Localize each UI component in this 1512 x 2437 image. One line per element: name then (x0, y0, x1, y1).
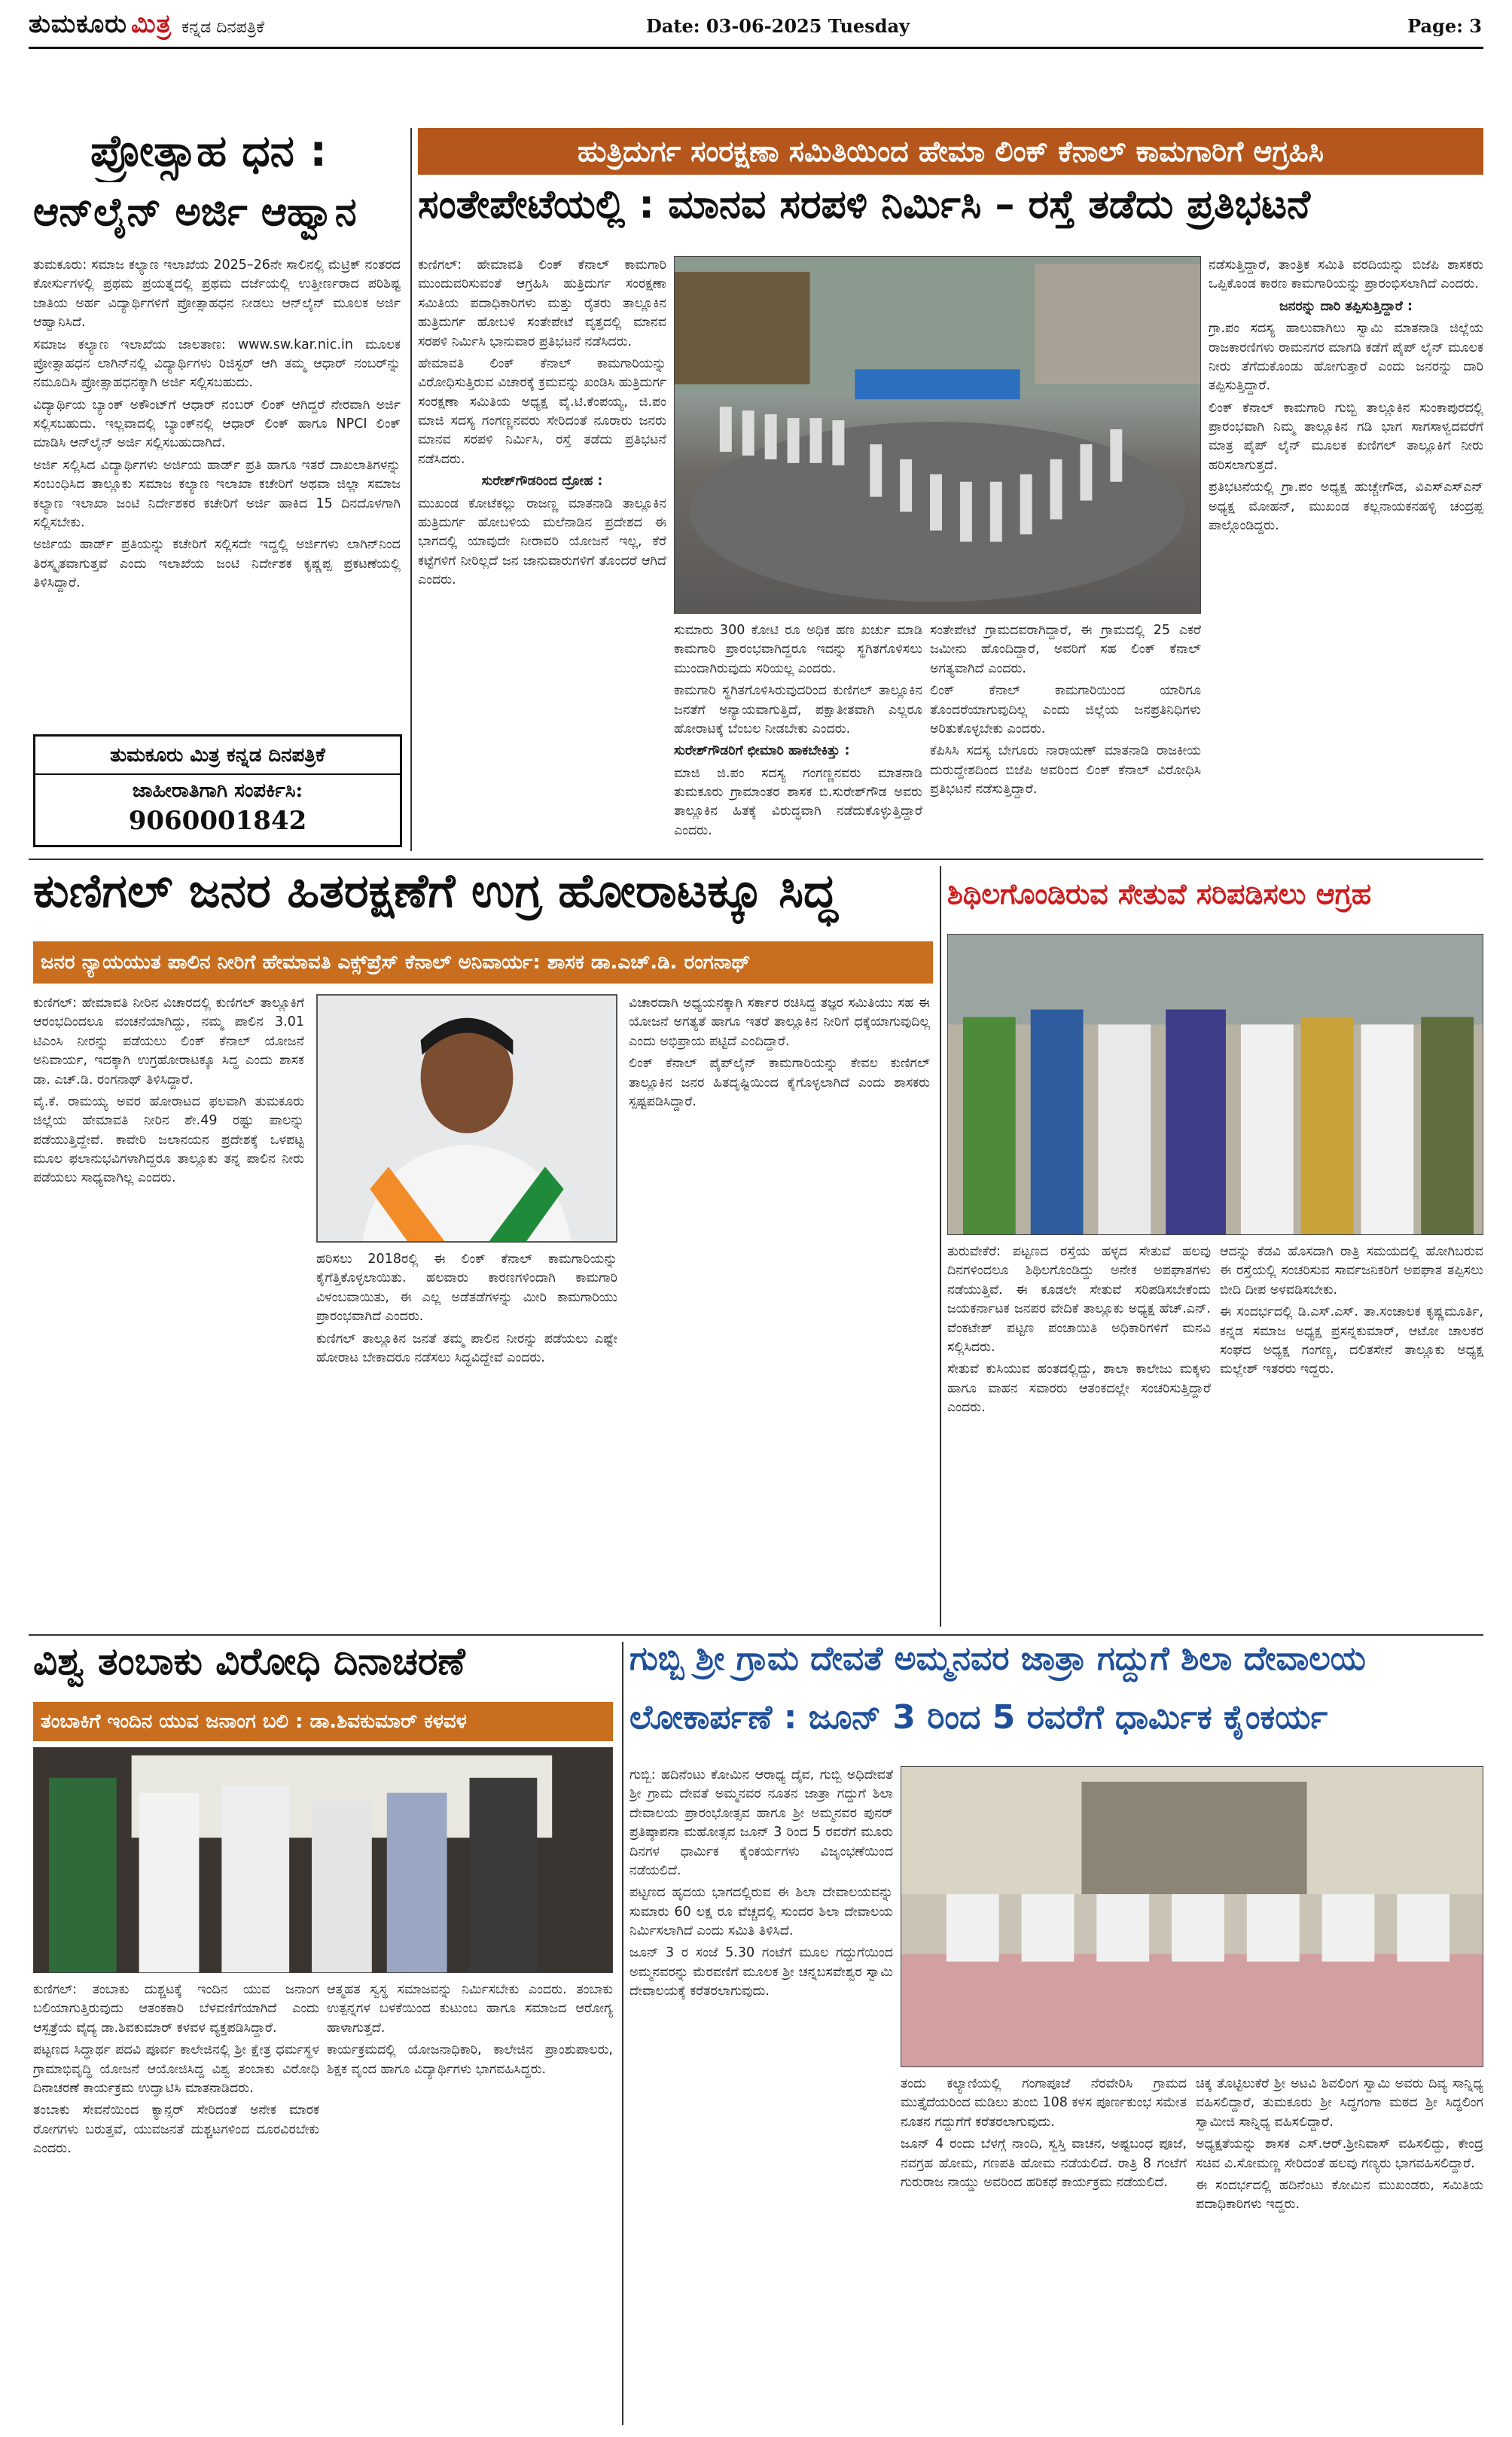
mla-portrait-art (318, 996, 616, 1241)
tobacco-col1-p1: ಕುಣಿಗಲ್: ತಂಬಾಕು ದುಶ್ಚಟಕ್ಕೆ ಇಂದಿನ ಯುವ ಜನಾಂಗ ಬಲಿಯಾಗುತ್ತಿರುವುದು ಆತಂಕಕಾರಿ ಬೆಳವಣಿಗೆಯಾಗಿದೆ ಎಂದು ಆಸ್ಪತ್ರೆಯ ವೈದ್ಯ ಡಾ.ಶಿವಕುಮಾರ್ ಕಳವಳ ವ್ಯಕ್ತಪಡಿಸಿದ್ದಾರೆ. (33, 1982, 319, 2036)
bridge-col1-p2: ಸೇತುವೆ ಕುಸಿಯುವ ಹಂತದಲ್ಲಿದ್ದು, ಶಾಲಾ ಕಾಲೇಜು ಮಕ್ಕಳು ಹಾಗೂ ವಾಹನ ಸವಾರರು ಆತಂಕದಲ್ಲೇ ಸಂಚರಿಸುತ್ತಿದ್ದಾರೆ ಎಂದರು. (947, 1362, 1211, 1415)
hemavathi-band: ಹುತ್ರಿದುರ್ಗ ಸಂರಕ್ಷಣಾ ಸಮಿತಿಯಿಂದ ಹೇಮಾ ಲಿಂಕ್ ಕೆನಾಲ್ ಕಾಮಗಾರಿಗೆ ಆಗ್ರಹಿಸಿ (418, 128, 1483, 175)
gubbi-press-meet-photo (901, 1766, 1483, 2067)
masthead-title-part1: ತುಮಕೂರು (29, 9, 127, 39)
tobacco-band: ತಂಬಾಕಿಗೆ ಇಂದಿನ ಯುವ ಜನಾಂಗ ಬಲಿ : ಡಾ.ಶಿವಕುಮಾರ್ ಕಳವಳ (33, 1702, 613, 1741)
incentive-para-2: ಸಮಾಜ ಕಲ್ಯಾಣ ಇಲಾಖೆಯ ಜಾಲತಾಣ: www.sw.kar.nic.in ಮೂಲಕ ಪ್ರೋತ್ಸಾಹಧನ ಲಾಗಿನ್‌ನಲ್ಲಿ ವಿದ್ಯಾರ್ಥಿಗಳು ರಿಜಿಸ್ಟರ್ ಆಗಿ ತಮ್ಮ ಆಧಾರ್ ನಂಬರ್‌ನ್ನು ನಮೂದಿಸಿ ಪ್ರೋತ್ಸಾಹಧನಕ್ಕಾಗಿ ಅರ್ಜಿ ಸಲ್ಲಿಸಬಹುದು. (33, 337, 401, 391)
bridge-col2-p2: ಈ ಸಂದರ್ಭದಲ್ಲಿ ಡಿ.ಎಸ್.ಎಸ್. ತಾ.ಸಂಚಾಲಕ ಕೃಷ್ಣಮೂರ್ತಿ, ಕನ್ನಡ ಸಮಾಜ ಅಧ್ಯಕ್ಷ ಪ್ರಸನ್ನಕುಮಾರ್, ಆಟೋ ಚಾಲಕರ ಸಂಘದ ಅಧ್ಯಕ್ಷ ಗಂಗಣ್ಣ, ದಲಿತಸೇನೆ ತಾಲ್ಲೂಕು ಅಧ್ಯಕ್ಷ ಮಲ್ಲೇಶ್ ಇತರರು ಇದ್ದರು. (1220, 1304, 1483, 1377)
gubbi-col2-p1: ತಂದು ಕಲ್ಯಾಣಿಯಲ್ಲಿ ಗಂಗಾಪೂಜೆ ನೆರವೇರಿಸಿ ಗ್ರಾಮದ ಮುತ್ತೈದೆಯರಿಂದ ಮಡಿಲು ತುಂಬಿ 108 ಕಳಸ ಪೂರ್ಣಕುಂಭ ಸಮೇತ ನೂತನ ಗದ್ದುಗೆಗೆ ಕರೆತರಲಾಗುವುದು. (901, 2076, 1187, 2130)
tobacco-event-photo (33, 1747, 613, 1973)
bottom-column-divider (622, 1642, 623, 2425)
kunigal-col-2 (316, 1250, 617, 1627)
hemavathi-col1-subhead: ಸುರೇಶ್‌ಗೌಡರಿಂದ ದ್ರೋಹ : (481, 474, 603, 490)
hemavathi-col-4 (1209, 256, 1483, 851)
tobacco-col2-p2: ಕಾರ್ಯಕ್ರಮದಲ್ಲಿ ಯೋಜನಾಧಿಕಾರಿ, ಕಾಲೇಜಿನ ಪ್ರಾಂಶುಪಾಲರು, ಶಿಕ್ಷಕ ವೃಂದ ಹಾಗೂ ವಿದ್ಯಾರ್ಥಿಗಳು ಭಾಗವಹಿಸಿದ್ದರು. (327, 2042, 613, 2077)
hemavathi-col4-subhead: ಜನರನ್ನು ದಾರಿ ತಪ್ಪಿಸುತ್ತಿದ್ದಾರೆ : (1279, 298, 1413, 314)
hemavathi-col1-p1: ಕುಣಿಗಲ್: ಹೇಮಾವತಿ ಲಿಂಕ್ ಕೆನಾಲ್ ಕಾಮಗಾರಿ ಮುಂದುವರಿಸುವಂತೆ ಆಗ್ರಹಿಸಿ ಹುತ್ರಿದುರ್ಗ ಸಂರಕ್ಷಣಾ ಸಮಿತಿಯ ಪದಾಧಿಕಾರಿಗಳು ಮತ್ತು ರೈತರು ತಾಲ್ಲೂಕಿನ ಹುತ್ರಿದುರ್ಗ ಹೋಬಳಿ ಸಂತೇಪೇಟೆ ವೃತ್ತದಲ್ಲಿ ಮಾನವ ಸರಪಳಿ ನಿರ್ಮಿಸಿ ಭಾನುವಾರ ಪ್ರತಿಭಟನೆ ನಡೆಸಿದರು. (418, 258, 666, 349)
hemavathi-col2-p1: ಸುಮಾರು 300 ಕೋಟಿ ರೂ ಅಧಿಕ ಹಣ ಖರ್ಚು ಮಾಡಿ ಕಾಮಗಾರಿ ಪ್ರಾರಂಭವಾಗಿದ್ದರೂ ಇದನ್ನು ಸ್ಥಗಿತಗೊಳಿಸಲು ಮುಂದಾಗಿರುವುದು ಸರಿಯಲ್ಲ ಎಂದರು. (674, 623, 922, 676)
bridge-col2-p1: ಆದನ್ನು ಕೆಡವಿ ಹೊಸದಾಗಿ ರಾತ್ರಿ ಸಮಯದಲ್ಲಿ ಹೋಗಿಬರುವ ಈ ರಸ್ತೆಯಲ್ಲಿ ಸಂಚರಿಸುವ ಸಾರ್ವಜನಿಕರಿಗೆ ಅಪಘಾತ ತಪ್ಪಿಸಲು ಬೀದಿ ದೀಪ ಅಳವಡಿಸಬೇಕು. (1220, 1244, 1483, 1298)
tobacco-col1-p3: ತಂಬಾಕು ಸೇವನೆಯಿಂದ ಕ್ಯಾನ್ಸರ್ ಸೇರಿದಂತೆ ಅನೇಕ ಮಾರಕ ರೋಗಗಳು ಬರುತ್ತವೆ, ಯುವಜನತೆ ದುಶ್ಚಟಗಳಿಂದ ದೂರವಿರಬೇಕು ಎಂದರು. (33, 2103, 319, 2156)
tobacco-headline: ವಿಶ್ವ ತಂಬಾಕು ವಿರೋಧಿ ದಿನಾಚರಣೆ (33, 1642, 465, 1683)
incentive-para-5: ಅರ್ಜಿಯ ಹಾರ್ಡ್ ಪ್ರತಿಯನ್ನು ಕಚೇರಿಗೆ ಸಲ್ಲಿಸದೇ ಇದ್ದಲ್ಲಿ ಅರ್ಜಿಗಳು ಲಾಗಿನ್‌ನಿಂದ ತಿರಸ್ಕೃತವಾಗುತ್ತವೆ ಎಂದು ಇಲಾಖೆಯ ಜಂಟಿ ನಿರ್ದೇಶಕ ಕೃಷ್ಣಪ್ಪ ಪ್ರಕಟಣೆಯಲ್ಲಿ ತಿಳಿಸಿದ್ದಾರೆ. (33, 537, 401, 590)
masthead-logo (29, 9, 420, 44)
gubbi-col1-p1: ಗುಬ್ಬಿ: ಹದಿನೆಂಟು ಕೋಮಿನ ಆರಾಧ್ಯ ದೈವ, ಗುಬ್ಬಿ ಅಧಿದೇವತೆ ಶ್ರೀ ಗ್ರಾಮ ದೇವತೆ ಅಮ್ಮನವರ ನೂತನ ಜಾತ್ರಾ ಗದ್ದುಗೆ ಶಿಲಾ ದೇವಾಲಯ ಪ್ರಾರಂಭೋತ್ಸವ ಹಾಗೂ ಶ್ರೀ ಅಮ್ಮನವರ ಪುನರ್ ಪ್ರತಿಷ್ಠಾಪನಾ ಮಹೋತ್ಸವ ಜೂನ್ 3 ರಿಂದ 5 ರವರೆಗೆ ಮೂರು ದಿನಗಳ ಧಾರ್ಮಿಕ ಕೈಂಕರ್ಯಗಳು ವಿಜೃಂಭಣೆಯಿಂದ ನಡೆಯಲಿದೆ. (629, 1768, 893, 1878)
tobacco-photo-art (34, 1748, 612, 1972)
ad-line-2: ಜಾಹೀರಾತಿಗಾಗಿ ಸಂಪರ್ಕಿಸಿ: (132, 779, 303, 802)
kunigal-col2-p2: ಕುಣಿಗಲ್ ತಾಲ್ಲೂಕಿನ ಜನತೆ ತಮ್ಮ ಪಾಲಿನ ನೀರನ್ನು ಪಡೆಯಲು ಎಷ್ಟೇ ಹೋರಾಟ ಬೇಕಾದರೂ ನಡೆಸಲು ಸಿದ್ಧವಿದ್ದೇವೆ ಎಂದರು. (316, 1331, 617, 1365)
tobacco-col2-p1: ಆತ್ಮಹತ ಸ್ವಸ್ಥ ಸಮಾಜವನ್ನು ನಿರ್ಮಿಸಬೇಕು ಎಂದರು. ತಂಬಾಕು ಉತ್ಪನ್ನಗಳ ಬಳಕೆಯಿಂದ ಕುಟುಂಬ ಹಾಗೂ ಸಮಾಜದ ಆರೋಗ್ಯ ಹಾಳಾಗುತ್ತದೆ. (327, 1982, 613, 2036)
kunigal-col-3 (629, 994, 930, 1627)
bridge-col-1 (947, 1243, 1211, 1627)
human-chain-photo (674, 256, 1201, 614)
hemavathi-col2-subhead: ಸುರೇಶ್‌ಗೌಡರಿಗೆ ಛೀಮಾರಿ ಹಾಕಬೇಕಿತ್ತು : (674, 743, 850, 759)
hemavathi-col3-p1: ಸಂತೇಪೇಟೆ ಗ್ರಾಮದವರಾಗಿದ್ದಾರೆ, ಈ ಗ್ರಾಮದಲ್ಲಿ 25 ಎಕರೆ ಜಮೀನು ಹೊಂದಿದ್ದಾರೆ, ಅವರಿಗೆ ಸಹ ಲಿಂಕ್ ಕೆನಾಲ್ ಅಗತ್ಯವಾಗಿದೆ ಎಂದರು. (930, 623, 1201, 676)
gubbi-col1-p2: ಪಟ್ಟಣದ ಹೃದಯ ಭಾಗದಲ್ಲಿರುವ ಈ ಶಿಲಾ ದೇವಾಲಯವನ್ನು ಸುಮಾರು 60 ಲಕ್ಷ ರೂ ವೆಚ್ಚದಲ್ಲಿ ಸುಂದರ ಶಿಲಾ ದೇವಾಲಯ ನಿರ್ಮಿಸಲಾಗಿದೆ ಎಂದು ಸಮಿತಿ ತಿಳಿಸಿದೆ. (629, 1885, 893, 1938)
masthead-date: Date: 03-06-2025 Tuesday (646, 15, 910, 37)
gubbi-col2-p2: ಜೂನ್ 4 ರಂದು ಬೆಳಗ್ಗೆ ನಾಂದಿ, ಸ್ವಸ್ತಿ ವಾಚನ, ಅಷ್ಟಬಂಧ ಪೂಜೆ, ನವಗ್ರಹ ಹೋಮ, ಗಣಪತಿ ಹೋಮ ನಡೆಯಲಿದೆ. ರಾತ್ರಿ 8 ಗಂಟೆಗೆ ಗುರುರಾಜ ನಾಯ್ಡು ಅವರಿಂದ ಹರಿಕಥೆ ಕಾರ್ಯಕ್ರಮ ನಡೆಯಲಿದೆ. (901, 2137, 1187, 2190)
hemavathi-headline: ಸಂತೇಪೇಟೆಯಲ್ಲಿ : ಮಾನವ ಸರಪಳಿ ನಿರ್ಮಿಸಿ – ರಸ್ತೆ ತಡೆದು ಪ್ರತಿಭಟನೆ (418, 185, 1310, 227)
gubbi-photo-art (901, 1767, 1483, 2066)
gubbi-col1-p3: ಜೂನ್ 3 ರ ಸಂಜೆ 5.30 ಗಂಟೆಗೆ ಮೂಲ ಗದ್ದುಗೆಯಿಂದ ಅಮ್ಮನವರನ್ನು ಮೆರವಣಿಗೆ ಮೂಲಕ ಶ್ರೀ ಚನ್ನಬಸವೇಶ್ವರ ಸ್ವಾಮಿ ದೇವಾಲಯಕ್ಕೆ ಕರೆತರಲಾಗುವುದು. (629, 1945, 893, 1999)
ad-phone: 9060001842 (128, 806, 307, 836)
incentive-para-3: ವಿದ್ಯಾರ್ಥಿಯ ಬ್ಯಾಂಕ್ ಅಕೌಂಟ್‌ಗೆ ಆಧಾರ್ ನಂಬರ್ ಲಿಂಕ್ ಆಗಿದ್ದರೆ ನೇರವಾಗಿ ಅರ್ಜಿ ಸಲ್ಲಿಸಬಹುದು. ಇಲ್ಲವಾದಲ್ಲಿ ಬ್ಯಾಂಕ್‌ನಲ್ಲಿ ಆಧಾರ್ ಲಿಂಕ್ ಹಾಗೂ NPCI ಲಿಂಕ್ ಮಾಡಿಸಿ ಆನ್‌ಲೈನ್ ಅರ್ಜಿ ಸಲ್ಲಿಸಬಹುದಾಗಿದೆ. (33, 397, 401, 451)
section-divider-2 (29, 1634, 1483, 1636)
tobacco-col-2 (327, 1981, 613, 2425)
hemavathi-col3-p2: ಲಿಂಕ್ ಕೆನಾಲ್ ಕಾಮಗಾರಿಯಿಂದ ಯಾರಿಗೂ ತೊಂದರೆಯಾಗುವುದಿಲ್ಲ ಎಂದು ಜಿಲ್ಲೆಯ ಜನಪ್ರತಿನಿಧಿಗಳು ಅರಿತುಕೊಳ್ಳಬೇಕು ಎಂದರು. (930, 683, 1201, 737)
masthead-page: Page: 3 (1407, 15, 1482, 37)
masthead-subtitle: ಕನ್ನಡ ದಿನಪತ್ರಿಕೆ (181, 18, 265, 37)
kunigal-col3-p2: ಲಿಂಕ್ ಕೆನಾಲ್ ಪೈಪ್‌ಲೈನ್ ಕಾಮಗಾರಿಯನ್ನು ಕೇವಲ ಕುಣಿಗಲ್ ತಾಲ್ಲೂಕಿನ ಜನರ ಹಿತದೃಷ್ಟಿಯಿಂದ ಕೈಗೊಳ್ಳಲಾಗಿದೆ ಎಂದು ಶಾಸಕರು ಸ್ಪಷ್ಟಪಡಿಸಿದ್ದಾರೆ. (629, 1056, 930, 1109)
incentive-headline-2: ಆನ್‌ಲೈನ್ ಅರ್ಜಿ ಆಹ್ವಾನ (33, 192, 357, 235)
gubbi-col-2 (901, 2075, 1187, 2425)
middle-column-divider (940, 866, 941, 1627)
section-divider-1 (29, 859, 1483, 860)
gubbi-headline-1: ಗುಬ್ಬಿ ಶ್ರೀ ಗ್ರಾಮ ದೇವತೆ ಅಮ್ಮನವರ ಜಾತ್ರಾ ಗದ್ದುಗೆ ಶಿಲಾ ದೇವಾಲಯ (629, 1642, 1366, 1678)
ad-box (33, 734, 402, 847)
bridge-memorandum-photo (947, 934, 1483, 1235)
gubbi-col-3 (1196, 2075, 1483, 2425)
hemavathi-col-1 (418, 256, 666, 851)
kunigal-col-1 (33, 994, 304, 1627)
hemavathi-col3-p3: ಕೆಪಿಸಿಸಿ ಸದಸ್ಯ ಬೇಗೂರು ನಾರಾಯಣ್ ಮಾತನಾಡಿ ರಾಜಕೀಯ ದುರುದ್ದೇಶದಿಂದ ಬಿಜೆಪಿ ಅವರಿಂದ ಲಿಂಕ್ ಕೆನಾಲ್ ವಿರೋಧಿಸಿ ಪ್ರತಿಭಟನೆ ನಡೆಸುತ್ತಿದ್ದಾರೆ. (930, 743, 1201, 797)
kunigal-col1-p1: ಕುಣಿಗಲ್: ಹೇಮಾವತಿ ನೀರಿನ ವಿಚಾರದಲ್ಲಿ ಕುಣಿಗಲ್ ತಾಲ್ಲೂಕಿಗೆ ಆರಂಭದಿಂದಲೂ ವಂಚನೆಯಾಗಿದ್ದು, ನಮ್ಮ ಪಾಲಿನ 3.01 ಟಿಎಂಸಿ ನೀರನ್ನು ಪಡೆಯಲು ಲಿಂಕ್ ಕೆನಾಲ್ ಯೋಜನೆ ಅನಿವಾರ್ಯ, ಇದಕ್ಕಾಗಿ ಉಗ್ರಹೋರಾಟಕ್ಕೂ ಸಿದ್ಧ ಎಂದು ಶಾಸಕ ಡಾ. ಎಚ್.ಡಿ. ರಂಗನಾಥ್ ತಿಳಿಸಿದ್ದಾರೆ. (33, 996, 304, 1087)
bridge-col-2 (1220, 1243, 1483, 1627)
hemavathi-col2-p3: ಮಾಜಿ ಜಿ.ಪಂ ಸದಸ್ಯ ಗಂಗಣ್ಣನವರು ಮಾತನಾಡಿ ತುಮಕೂರು ಗ್ರಾಮಾಂತರ ಶಾಸಕ ಬಿ.ಸುರೇಶ್‌ಗೌಡ ಅವರು ತಾಲ್ಲೂಕಿನ ಹಿತಕ್ಕೆ ವಿರುದ್ಧವಾಗಿ ನಡೆದುಕೊಳ್ಳುತ್ತಿದ್ದಾರೆ ಎಂದರು. (674, 765, 922, 838)
gubbi-headline-2: ಲೋಕಾರ್ಪಣೆ : ಜೂನ್ 3 ರಿಂದ 5 ರವರೆಗೆ ಧಾರ್ಮಿಕ ಕೈಂಕರ್ಯ (629, 1700, 1328, 1737)
left-column-divider (410, 128, 412, 851)
human-chain-photo-art (675, 257, 1200, 613)
kunigal-band: ಜನರ ನ್ಯಾಯಯುತ ಪಾಲಿನ ನೀರಿಗೆ ಹೇಮಾವತಿ ಎಕ್ಸ್‌ಪ್ರೆಸ್ ಕೆನಾಲ್ ಅನಿವಾರ್ಯ: ಶಾಸಕ ಡಾ.ಎಚ್.ಡಿ. ರಂಗನಾಥ್ (33, 941, 933, 984)
mla-portrait-photo (316, 994, 617, 1243)
kunigal-col1-p2: ವೈ.ಕೆ. ರಾಮಯ್ಯ ಅವರ ಹೋರಾಟದ ಫಲವಾಗಿ ತುಮಕೂರು ಜಿಲ್ಲೆಯ ಹೇಮಾವತಿ ನೀರಿನ ಶೇ.49 ರಷ್ಟು ಪಾಲನ್ನು ಪಡೆಯುತ್ತಿದ್ದೇವೆ. ಕಾವೇರಿ ಜಲಾನಯನ ಪ್ರದೇಶಕ್ಕೆ ಒಳಪಟ್ಟ ಮೂಲ ಫಲಾನುಭವಿಗಳಾಗಿದ್ದರೂ ತಾಲ್ಲೂಕು ತನ್ನ ಪಾಲಿನ ನೀರು ಪಡೆಯಲು ಸಾಧ್ಯವಾಗಿಲ್ಲ ಎಂದರು. (33, 1093, 304, 1186)
gubbi-col-1 (629, 1766, 893, 2425)
hemavathi-col1-p2: ಹೇಮಾವತಿ ಲಿಂಕ್ ಕೆನಾಲ್ ಕಾಮಗಾರಿಯನ್ನು ವಿರೋಧಿಸುತ್ತಿರುವ ವಿಚಾರಕ್ಕೆ ಕ್ರಮವನ್ನು ಖಂಡಿಸಿ ಹುತ್ರಿದುರ್ಗ ಸಂರಕ್ಷಣಾ ಸಮಿತಿಯ ಅಧ್ಯಕ್ಷ ವೈ.ಟಿ.ಕೆಂಪಯ್ಯ, ಜಿ.ಪಂ ಮಾಜಿ ಸದಸ್ಯ ಗಂಗಣ್ಣನವರು ಸೇರಿದಂತೆ ನೂರಾರು ಜನರು ಮಾನವ ಸರಪಳಿ ನಿರ್ಮಿಸಿ, ರಸ್ತೆ ತಡೆದು ಪ್ರತಿಭಟನೆ ನಡೆಸಿದರು. (418, 355, 666, 467)
masthead-title-part2: ಮಿತ್ರ (131, 9, 172, 39)
incentive-headline-1: ಪ್ರೋತ್ಸಾಹ ಧನ : (90, 128, 328, 176)
tobacco-col1-p2: ಪಟ್ಟಣದ ಸಿದ್ಧಾರ್ಥ ಪದವಿ ಪೂರ್ವ ಕಾಲೇಜಿನಲ್ಲಿ ಶ್ರೀ ಕ್ಷೇತ್ರ ಧರ್ಮಸ್ಥಳ ಗ್ರಾಮಾಭಿವೃದ್ಧಿ ಯೋಜನೆ ಆಯೋಜಿಸಿದ್ದ ವಿಶ್ವ ತಂಬಾಕು ವಿರೋಧಿ ದಿನಾಚರಣೆ ಕಾರ್ಯಕ್ರಮ ಉದ್ಘಾಟಿಸಿ ಮಾತನಾಡಿದರು. (33, 2042, 319, 2096)
hemavathi-col1-p3: ಮುಖಂಡ ಕೋಟೆಕಲ್ಲು ರಾಜಣ್ಣ ಮಾತನಾಡಿ ತಾಲ್ಲೂಕಿನ ಹುತ್ರಿದುರ್ಗ ಹೋಬಳಿಯ ಮಲೆನಾಡಿನ ಪ್ರದೇಶದ ಈ ಭಾಗದಲ್ಲಿ ಯಾವುದೇ ನೀರಾವರಿ ಯೋಜನೆ ಇಲ್ಲ, ಕೆರೆ ಕಟ್ಟೆಗಳಿಗೆ ನೀರಿಲ್ಲದೆ ಜನ ಜಾನುವಾರುಗಳಿಗೆ ತೊಂದರೆ ಆಗಿದೆ ಎಂದರು. (418, 496, 666, 587)
masthead-rule (29, 47, 1483, 49)
kunigal-col2-p1: ಹರಿಸಲು 2018ರಲ್ಲಿ ಈ ಲಿಂಕ್ ಕೆನಾಲ್ ಕಾಮಗಾರಿಯನ್ನು ಕೈಗೆತ್ತಿಕೊಳ್ಳಲಾಯಿತು. ಹಲವಾರು ಕಾರಣಗಳಿಂದಾಗಿ ಕಾಮಗಾರಿ ವಿಳಂಬವಾಯಿತು, ಈ ಎಲ್ಲ ಅಡೆತಡೆಗಳನ್ನು ಮೀರಿ ಕಾಮಗಾರಿಯು ಪ್ರಾರಂಭವಾಗಿದೆ ಎಂದರು. (316, 1252, 617, 1325)
gubbi-col3-p1: ಚಿಕ್ಕ ತೊಟ್ಟಿಲುಕೆರೆ ಶ್ರೀ ಅಟವಿ ಶಿವಲಿಂಗ ಸ್ವಾಮಿ ಅವರು ದಿವ್ಯ ಸಾನ್ನಿಧ್ಯ ವಹಿಸಲಿದ್ದಾರೆ, ತುಮಕೂರು ಶ್ರೀ ಸಿದ್ಧಗಂಗಾ ಮಠದ ಶ್ರೀ ಸಿದ್ಧಲಿಂಗ ಸ್ವಾಮೀಜಿ ಸಾನ್ನಿಧ್ಯ ವಹಿಸಲಿದ್ದಾರೆ. (1196, 2076, 1483, 2130)
incentive-para-4: ಅರ್ಜಿ ಸಲ್ಲಿಸಿದ ವಿದ್ಯಾರ್ಥಿಗಳು ಅರ್ಜಿಯ ಹಾರ್ಡ್ ಪ್ರತಿ ಹಾಗೂ ಇತರೆ ದಾಖಲಾತಿಗಳನ್ನು ಸಂಬಂಧಿಸಿದ ತಾಲ್ಲೂಕು ಸಮಾಜ ಕಲ್ಯಾಣ ಇಲಾಖಾ ಕಚೇರಿಗೆ ಅಥವಾ ಜಿಲ್ಲಾ ಸಮಾಜ ಕಲ್ಯಾಣ ಇಲಾಖಾ ಜಂಟಿ ನಿರ್ದೇಶಕರ ಕಚೇರಿಗೆ ಅರ್ಜಿ ಹಾಕಿದ 15 ದಿನದೊಳಗಾಗಿ ಸಲ್ಲಿಸಬೇಕು. (33, 457, 401, 530)
gubbi-col3-p2: ಅಧ್ಯಕ್ಷತೆಯನ್ನು ಶಾಸಕ ಎಸ್.ಆರ್.ಶ್ರೀನಿವಾಸ್ ವಹಿಸಲಿದ್ದು, ಕೇಂದ್ರ ಸಚಿವ ವಿ.ಸೋಮಣ್ಣ ಸೇರಿದಂತೆ ಹಲವು ಗಣ್ಯರು ಭಾಗವಹಿಸಲಿದ್ದಾರೆ. (1196, 2137, 1483, 2171)
ad-line-1: ತುಮಕೂರು ಮಿತ್ರ ಕನ್ನಡ ದಿನಪತ್ರಿಕೆ (35, 744, 400, 775)
bridge-col1-p1: ತುರುವೇಕೆರೆ: ಪಟ್ಟಣದ ರಸ್ತೆಯ ಹಳ್ಳದ ಸೇತುವೆ ಹಲವು ದಿನಗಳಿಂದಲೂ ಶಿಥಿಲಗೊಂಡಿದ್ದು ಅನೇಕ ಅಪಘಾತಗಳು ನಡೆಯುತ್ತಿವೆ. ಈ ಕೂಡಲೇ ಸೇತುವೆ ಸರಿಪಡಿಸಬೇಕೆಂದು ಜಯಕರ್ನಾಟಕ ಜನಪರ ವೇದಿಕೆ ತಾಲ್ಲೂಕು ಅಧ್ಯಕ್ಷ ಹೆಚ್.ಎನ್. ವೆಂಕಟೇಶ್ ಪಟ್ಟಣ ಪಂಚಾಯಿತಿ ಅಧಿಕಾರಿಗಳಿಗೆ ಮನವಿ ಸಲ್ಲಿಸಿದರು. (947, 1244, 1211, 1355)
incentive-body (33, 256, 401, 715)
hemavathi-col4-p4: ಪ್ರತಿಭಟನೆಯಲ್ಲಿ ಗ್ರಾ.ಪಂ ಅಧ್ಯಕ್ಷ ಹುಚ್ಚೇಗೌಡ, ವಿಎಸ್‌ಎಸ್‌ಎನ್ ಅಧ್ಯಕ್ಷ ಮೋಹನ್, ಮುಖಂಡ ಕಲ್ಲನಾಯಕನಹಳ್ಳಿ ಚಂದ್ರಪ್ಪ ಪಾಲ್ಗೊಂಡಿದ್ದರು. (1209, 480, 1483, 533)
tobacco-col-1 (33, 1981, 319, 2425)
hemavathi-col4-p2: ಗ್ರಾ.ಪಂ ಸದಸ್ಯ ಹಾಲುವಾಗಿಲು ಸ್ವಾಮಿ ಮಾತನಾಡಿ ಜಿಲ್ಲೆಯ ರಾಜಕಾರಣಿಗಳು ರಾಮನಗರ ಮಾಗಡಿ ಕಡೆಗೆ ಪೈಪ್ ಲೈನ್ ಮೂಲಕ ನೀರು ತೆಗೆದುಕೊಂಡು ಹೋಗುತ್ತಾರೆ ಎಂದು ಜನರನ್ನು ದಾರಿ ತಪ್ಪಿಸುತ್ತಿದ್ದಾರೆ. (1209, 321, 1483, 394)
masthead (29, 9, 1483, 44)
hemavathi-col4-p1: ನಡೆಸುತ್ತಿದ್ದಾರೆ, ತಾಂತ್ರಿಕ ಸಮಿತಿ ವರದಿಯನ್ನು ಬಿಜೆಪಿ ಶಾಸಕರು ಒಪ್ಪಿಕೊಂಡ ಕಾರಣ ಕಾಮಗಾರಿಯನ್ನು ಪ್ರಾರಂಭಿಸಲಾಗಿದೆ ಎಂದರು. (1209, 258, 1483, 292)
kunigal-col3-p1: ವಿಚಾರದಾಗಿ ಅಧ್ಯಯನಕ್ಕಾಗಿ ಸರ್ಕಾರ ರಚಿಸಿದ್ದ ತಜ್ಞರ ಸಮಿತಿಯು ಸಹ ಈ ಯೋಜನೆ ಅಗತ್ಯತೆ ಹಾಗೂ ಇತರೆ ತಾಲ್ಲೂಕಿನ ನೀರಿಗೆ ಧಕ್ಕೆಯಾಗುವುದಿಲ್ಲ ಎಂದು ಅಭಿಪ್ರಾಯ ಪಟ್ಟಿದೆ ಎಂದಿದ್ದಾರೆ. (629, 996, 930, 1049)
hemavathi-col2-p2: ಕಾಮಗಾರಿ ಸ್ಥಗಿತಗೊಳಿಸಿರುವುದರಿಂದ ಕುಣಿಗಲ್ ತಾಲ್ಲೂಕಿನ ಜನತೆಗೆ ಅನ್ಯಾಯವಾಗುತ್ತಿದೆ, ಪಕ್ಷಾತೀತವಾಗಿ ಎಲ್ಲರೂ ಹೋರಾಟಕ್ಕೆ ಬೆಂಬಲ ನೀಡಬೇಕು ಎಂದರು. (674, 683, 922, 737)
hemavathi-col4-p3: ಲಿಂಕ್ ಕೆನಾಲ್ ಕಾಮಗಾರಿ ಗುಬ್ಬಿ ತಾಲ್ಲೂಕಿನ ಸುಂಕಾಪುರದಲ್ಲಿ ಪ್ರಾರಂಭವಾಗಿ ನಿಮ್ಮ ತಾಲ್ಲೂಕಿನ ಗಡಿ ಭಾಗ ಸಾಗಸಾಳ್ವದವರೆಗೆ ಮಾತ್ರ ಪೈಪ್ ಲೈನ್ ಮೂಲಕ ಕುಣಿಗಲ್ ತಾಲ್ಲೂಕಿಗೆ ನೀರು ಹರಿಸಲಾಗುತ್ತದೆ. (1209, 400, 1483, 473)
kunigal-headline: ಕುಣಿಗಲ್ ಜನರ ಹಿತರಕ್ಷಣೆಗೆ ಉಗ್ರ ಹೋರಾಟಕ್ಕೂ ಸಿದ್ಧ (33, 866, 838, 918)
hemavathi-col-3 (930, 621, 1201, 851)
incentive-para-1: ತುಮಕೂರು: ಸಮಾಜ ಕಲ್ಯಾಣ ಇಲಾಖೆಯ 2025–26ನೇ ಸಾಲಿನಲ್ಲಿ ಮೆಟ್ರಿಕ್ ನಂತರದ ಕೋರ್ಸುಗಳಲ್ಲಿ ಪ್ರಥಮ ಪ್ರಯತ್ನದಲ್ಲಿ ಪ್ರಥಮ ದರ್ಜೆಯಲ್ಲಿ ಉತ್ತೀರ್ಣರಾದ ಪರಿಶಿಷ್ಟ ಜಾತಿಯ ಅರ್ಹ ವಿದ್ಯಾರ್ಥಿಗಳಿಗೆ ಪ್ರೋತ್ಸಾಹಧನ ನೀಡಲು ಆನ್‌ಲೈನ್ ಮೂಲಕ ಅರ್ಜಿ ಆಹ್ವಾನಿಸಿದೆ. (33, 258, 401, 331)
bridge-photo-art (948, 935, 1483, 1234)
hemavathi-col-2 (674, 621, 922, 851)
bridge-headline: ಶಿಥಿಲಗೊಂಡಿರುವ ಸೇತುವೆ ಸರಿಪಡಿಸಲು ಆಗ್ರಹ (947, 880, 1372, 910)
gubbi-col3-p3: ಈ ಸಂದರ್ಭದಲ್ಲಿ ಹದಿನೆಂಟು ಕೋಮಿನ ಮುಖಂಡರು, ಸಮಿತಿಯ ಪದಾಧಿಕಾರಿಗಳು ಇದ್ದರು. (1196, 2177, 1483, 2213)
